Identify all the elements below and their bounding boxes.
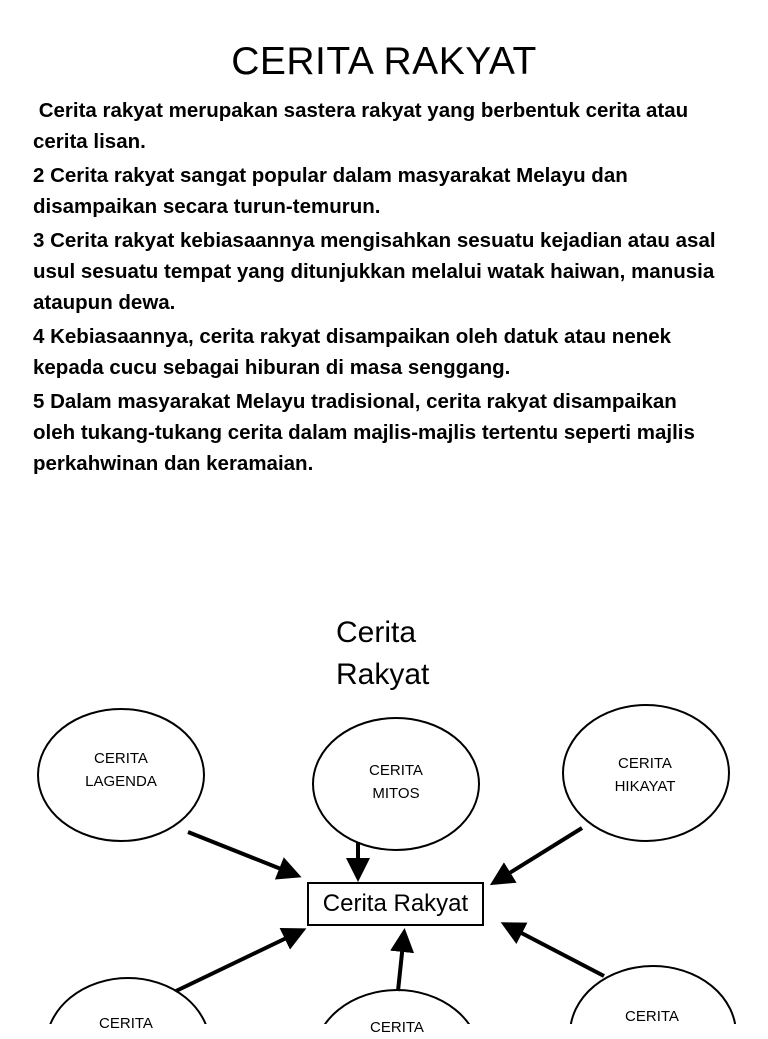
arrow-lagenda [188, 832, 296, 875]
node-label-hikayat-line1: CERITA [618, 755, 672, 772]
node-label-lagenda [61, 747, 181, 793]
point-1: Cerita rakyat merupakan sastera rakyat yang berbentuk cerita atau cerita lisan. [33, 99, 694, 153]
node-label-mitos-line2: MITOS [372, 785, 420, 802]
arrow-bottom-right [506, 925, 604, 976]
arrow-hikayat [495, 828, 582, 882]
point-3: 3 Cerita rakyat kebiasaannya mengisahkan sesuatu kejadian atau asal usul sesuatu tempat yang ditunjukkan melalui watak haiwan, manusia ataupun dewa. [33, 229, 716, 314]
node-label-hikayat [585, 752, 705, 798]
node-label-lagenda-line1: CERITA [94, 750, 148, 767]
arrow-bottom-center [398, 934, 404, 991]
node-label-mitos [336, 759, 456, 805]
node-label-bottom-center-line1: CERITA [370, 1019, 424, 1036]
center-box: Cerita Rakyat [307, 882, 484, 926]
point-2: 2 Cerita rakyat sangat popular dalam masyarakat Melayu dan disampaikan secara turun-temurun. [33, 164, 628, 218]
diagram-title-line1: Cerita [336, 616, 417, 649]
node-label-mitos-line1: CERITA [369, 762, 423, 779]
node-label-hikayat-line2: HIKAYAT [614, 778, 676, 795]
node-label-bottom-center [337, 1016, 457, 1039]
node-label-bottom-right [592, 1005, 712, 1028]
diagram-title-line2: Rakyat [336, 658, 430, 691]
node-label-bottom-left-line1: CERITA [99, 1015, 153, 1032]
node-label-bottom-right-line1: CERITA [625, 1008, 679, 1025]
node-label-lagenda-line2: LAGENDA [85, 773, 157, 790]
arrow-bottom-left [176, 931, 301, 991]
point-5: 5 Dalam masyarakat Melayu tradisional, cerita rakyat disampaikan oleh tukang-tukang cerita dalam majlis-majlis tertentu seperti majlis perkahwinan dan keramaian. [33, 390, 695, 475]
point-4: 4 Kebiasaannya, cerita rakyat disampaikan oleh datuk atau nenek kepada cucu sebagai hiburan di masa senggang. [33, 325, 672, 379]
page-title: CERITA RAKYAT [231, 40, 537, 83]
